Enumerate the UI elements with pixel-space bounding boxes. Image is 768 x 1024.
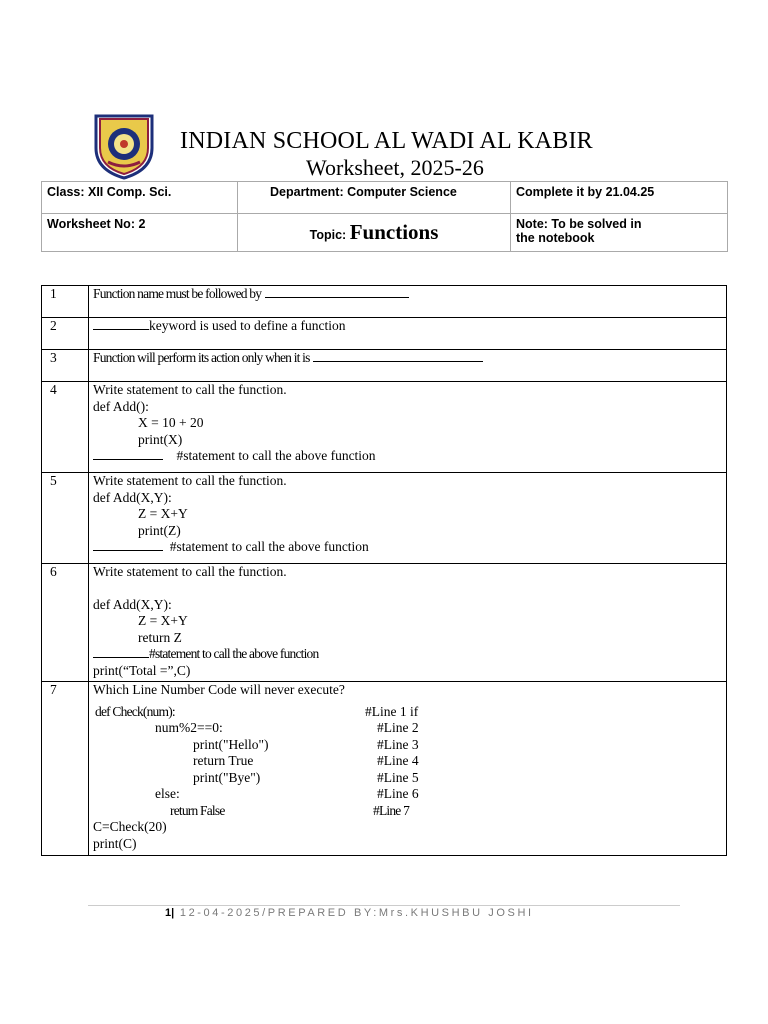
class-cell: Class: XII Comp. Sci. (42, 182, 238, 214)
topic-label: Topic: (309, 227, 347, 242)
department-cell: Department: Computer Science (238, 182, 511, 214)
page-number: 1 (165, 907, 172, 919)
question-row: 6 Write statement to call the function. def Add(X,Y): Z = X+Y return Z #statement to call the above function print(“Total =”,C) (42, 564, 727, 682)
question-row: 7 Which Line Number Code will never execute? def Check(num): #Line 1 if num%2==0: #Line 2 print("Hello") #Line 3 return True #Line 4 print("Bye") #Line 5 else: #Line 6 return False #Line 7 C=Check(20) print(C) (42, 682, 727, 856)
question-row: 4 Write statement to call the function. def Add(): X = 10 + 20 print(X) #statement to call the above function (42, 382, 727, 473)
answer-blank (313, 350, 483, 362)
question-row: 2 keyword is used to define a function (42, 318, 727, 350)
questions-table (41, 285, 727, 856)
topic-cell (238, 214, 511, 252)
question-row: 3 Function will perform its action only when it is (42, 350, 727, 382)
worksheet-title: Worksheet, 2025-26 (306, 155, 484, 180)
note-cell: Note: To be solved in the notebook (511, 214, 728, 252)
answer-blank (93, 646, 149, 658)
school-logo (90, 112, 158, 180)
footer-rule (88, 905, 680, 906)
question-row: 1 Function name must be followed by (42, 286, 727, 318)
footer-text: 1| 12-04-2025/PREPARED BY:Mrs.KHUSHBU JOSHI (165, 907, 534, 919)
worksheet-no-cell: Worksheet No: 2 (42, 214, 238, 252)
answer-blank (265, 286, 409, 298)
topic-value: Functions (349, 219, 439, 244)
due-date-cell: Complete it by 21.04.25 (511, 182, 728, 214)
school-name: INDIAN SCHOOL AL WADI AL KABIR (180, 128, 593, 154)
answer-blank (93, 448, 163, 460)
answer-blank (93, 539, 163, 551)
answer-blank (93, 318, 149, 330)
info-table (41, 181, 728, 252)
question-row: 5 Write statement to call the function. def Add(X,Y): Z = X+Y print(Z) #statement to call the above function (42, 473, 727, 564)
